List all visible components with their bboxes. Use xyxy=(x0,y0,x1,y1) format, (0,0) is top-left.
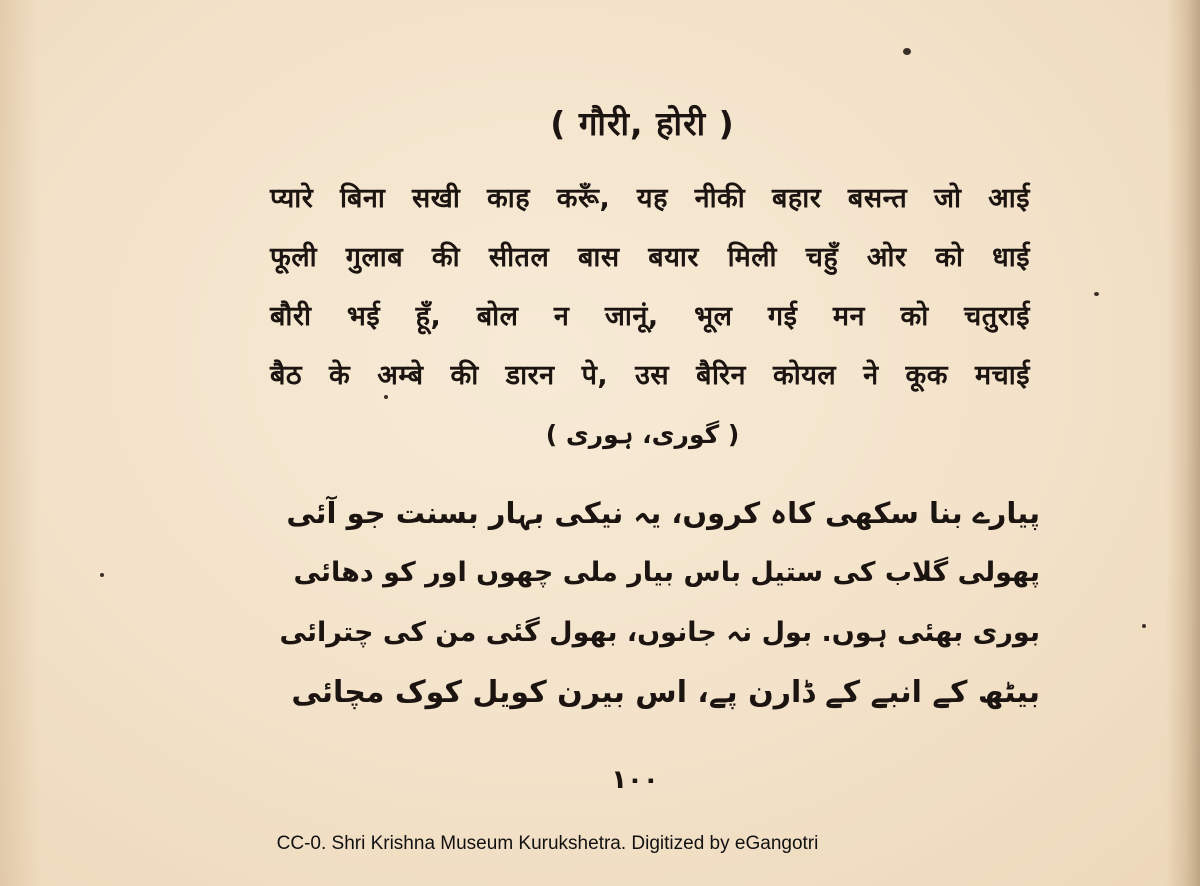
hindi-verse xyxy=(270,178,1030,414)
ink-speck xyxy=(903,48,911,55)
digitization-watermark: CC-0. Shri Krishna Museum Kurukshetra. Digitized by eGangotri xyxy=(276,833,819,854)
hindi-verse-line-1: प्यारे बिना सखी काह करूँ, यह नीकी बहार बसन्त जो आई xyxy=(270,183,1030,214)
urdu-verse-line-4: بیٹھ کے انبے کے ڈارن پے، اس بیرن کویل کوک مچائی xyxy=(291,675,1040,710)
hindi-verse-line-2: फूली गुलाब की सीतल बास बयार मिली चहुँ ओर को धाई xyxy=(270,242,1030,273)
raga-heading-urdu: ( گوری، ہوری ) xyxy=(545,420,740,449)
hindi-verse-line-3: बौरी भई हूँ, बोल न जानूं, भूल गई मन को चतुराई xyxy=(270,301,1030,332)
urdu-verse-line-2: پھولی گلاب کی ستیل باس بیار ملی چھوں اور کو دھائی xyxy=(293,557,1040,588)
urdu-verse-line-3: بوری بھئی ہوں. بول نہ جانوں، بھول گئی من کی چترائی xyxy=(279,617,1040,648)
hindi-verse-line-4: बैठ के अम्बे की डारन पे, उस बैरिन कोयल ने कूक मचाई xyxy=(270,360,1030,391)
raga-heading-hindi: ( गौरी, होरी ) xyxy=(550,104,735,143)
page-number: ۱۰۰ xyxy=(611,765,659,795)
urdu-verse-line-1: پیارے بنا سکھی کاہ کروں، یہ نیکی بہار بسنت جو آئی xyxy=(286,496,1040,530)
urdu-verse xyxy=(268,488,1040,728)
ink-speck xyxy=(100,573,104,577)
ink-speck xyxy=(1142,624,1146,628)
ink-speck xyxy=(1094,292,1099,296)
